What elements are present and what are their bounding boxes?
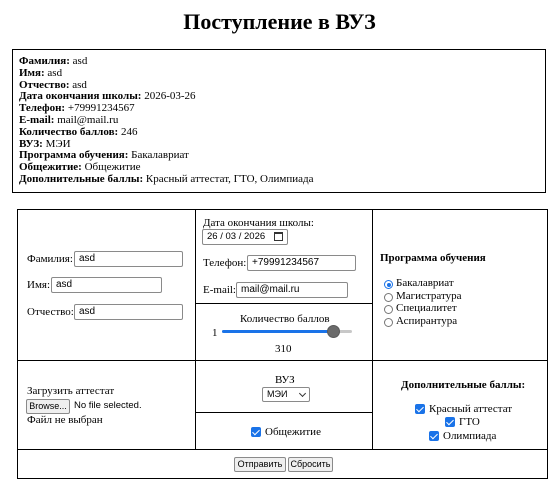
name-input[interactable] (51, 277, 162, 293)
program-radio-specialist[interactable] (384, 305, 393, 314)
university-select[interactable] (262, 387, 310, 402)
red-diploma-checkbox[interactable] (415, 404, 425, 414)
dormitory-checkbox[interactable] (251, 427, 261, 437)
phone-input[interactable] (247, 255, 356, 271)
divider (372, 209, 373, 449)
divider (195, 412, 372, 413)
date-year[interactable]: 2026 (244, 231, 266, 242)
summary-line: ВУЗ: МЭИ (19, 137, 71, 150)
gto-checkbox[interactable] (445, 417, 455, 427)
chevron-down-icon (299, 390, 306, 397)
page-title: Поступление в ВУЗ (183, 9, 376, 34)
program-option-label: Магистратура (396, 290, 462, 302)
email-input[interactable] (236, 282, 348, 298)
extra-option-label: ГТО (459, 416, 480, 428)
dormitory-label: Общежитие (265, 426, 321, 438)
submit-button[interactable]: Отправить (234, 457, 286, 472)
summary-line: Количество баллов: 246 (19, 125, 138, 138)
certificate-status: Файл не выбран (27, 414, 103, 426)
calendar-icon[interactable] (274, 232, 283, 241)
olympiad-checkbox[interactable] (429, 431, 439, 441)
summary-line: Фамилия: asd (19, 55, 88, 67)
program-option-label: Специалитет (396, 302, 457, 314)
divider (17, 449, 548, 450)
email-label: E-mail: (203, 284, 236, 296)
university-selected: МЭИ (267, 389, 288, 399)
divider (195, 303, 372, 304)
score-min-label: 1 (212, 327, 218, 339)
summary-line: Дополнительные баллы: Красный аттестат, ГТО, Олимпиада (19, 172, 314, 185)
divider (195, 209, 196, 449)
phone-label: Телефон: (203, 257, 247, 269)
program-radio-master[interactable] (384, 293, 393, 302)
patronymic-label: Отчество: (27, 306, 74, 318)
certificate-label: Загрузить аттестат (27, 385, 115, 397)
date-month[interactable]: 03 (225, 231, 237, 242)
summary-line: Общежитие: Общежитие (19, 161, 141, 174)
extra-points-title: Дополнительные баллы: (401, 379, 526, 391)
score-label: Количество баллов (240, 313, 330, 325)
summary-line: Отчество: asd (19, 78, 87, 91)
submission-summary (12, 49, 546, 193)
program-radio-postgraduate[interactable] (384, 318, 393, 327)
summary-line: Программа обучения: Бакалавриат (19, 149, 189, 162)
reset-button[interactable]: Сбросить (288, 457, 333, 472)
program-option-label: Бакалавриат (396, 277, 454, 289)
score-slider-fill (222, 330, 334, 333)
browse-button[interactable]: Browse... (26, 399, 70, 414)
no-file-text: No file selected. (74, 400, 142, 411)
graduation-date-input[interactable]: 26 / 03 / 2026 (202, 229, 288, 245)
date-day[interactable]: 26 (207, 231, 218, 242)
program-title: Программа обучения (380, 252, 486, 264)
patronymic-input[interactable] (74, 304, 183, 320)
surname-label: Фамилия: (27, 253, 73, 265)
summary-line: Дата окончания школы: 2026-03-26 (19, 90, 196, 103)
score-value: 310 (275, 343, 292, 355)
graduation-date-label: Дата окончания школы: (203, 217, 314, 229)
divider (17, 360, 548, 361)
summary-line: Имя: asd (19, 66, 63, 79)
summary-line: E-mail: mail@mail.ru (19, 113, 119, 126)
extra-option-label: Красный аттестат (429, 403, 513, 415)
program-option-label: Аспирантура (396, 315, 458, 327)
surname-input[interactable] (74, 251, 183, 267)
university-label: ВУЗ (275, 374, 295, 386)
program-radio-bachelor[interactable] (384, 280, 393, 289)
summary-line: Телефон: +79991234567 (19, 102, 135, 115)
extra-option-label: Олимпиада (443, 430, 497, 442)
name-label: Имя: (27, 279, 51, 291)
